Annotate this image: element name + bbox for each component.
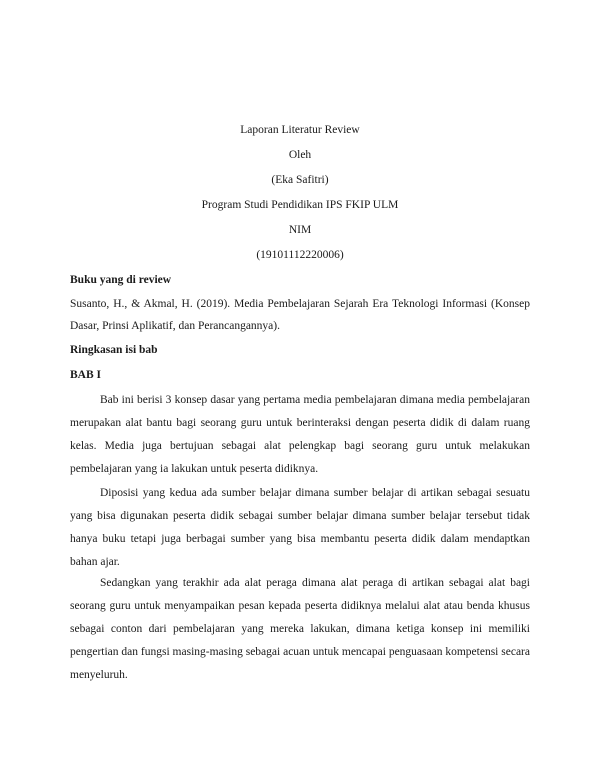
author-name: (Eka Safitri) — [271, 174, 329, 186]
paragraph-2: Diposisi yang kedua ada sumber belajar dimana sumber belajar di artikan sebagai sesuatu yang bisa digunakan peserta didik sebagai sumber belajar dimana sumber belajar tersebut tidak hanya buku tetapi juga berbagai sumber yang bisa membantu peserta didik dalam mendaptkan bahan ajar. — [70, 487, 530, 568]
paragraph-3: Sedangkan yang terakhir ada alat peraga dimana alat peraga di artikan sebagai alat bagi seorang guru untuk menyampaikan pesan kepada peserta didiknya melalui alat atau benda khusus sebagai conton dari pembelajaran yang mereka lakukan, dimana ketiga konsep ini memiliki pengertian dan fungsi masing-masing sebagai acuan untuk mencapai penguasaan kompetensi secara menyeluruh. — [70, 577, 530, 681]
nim-number: (19101112220006) — [256, 249, 344, 261]
report-title: Laporan Literatur Review — [240, 124, 360, 136]
study-program: Program Studi Pendidikan IPS FKIP ULM — [201, 199, 399, 211]
summary-heading: Ringkasan isi bab — [70, 344, 158, 356]
book-reference: Susanto, H., & Akmal, H. (2019). Media Pembelajaran Sejarah Era Teknologi Informasi (Konsep Dasar, Prinsi Aplikatif, dan Perancangannya). — [70, 298, 530, 332]
chapter-heading: BAB I — [70, 369, 101, 381]
by-label: Oleh — [288, 149, 312, 161]
paragraph-1: Bab ini berisi 3 konsep dasar yang pertama media pembelajaran dimana media pembelajaran merupakan alat bantu bagi seorang guru untuk berinteraksi dengan peserta didik di dalam ruang kelas. Media juga bertujuan sebagai alat pelengkap bagi seorang guru untuk melakukan pembelajaran yang ia lakukan untuk peserta didiknya. — [70, 394, 530, 475]
nim-label: NIM — [288, 224, 312, 236]
reviewed-book-heading: Buku yang di review — [70, 274, 172, 286]
